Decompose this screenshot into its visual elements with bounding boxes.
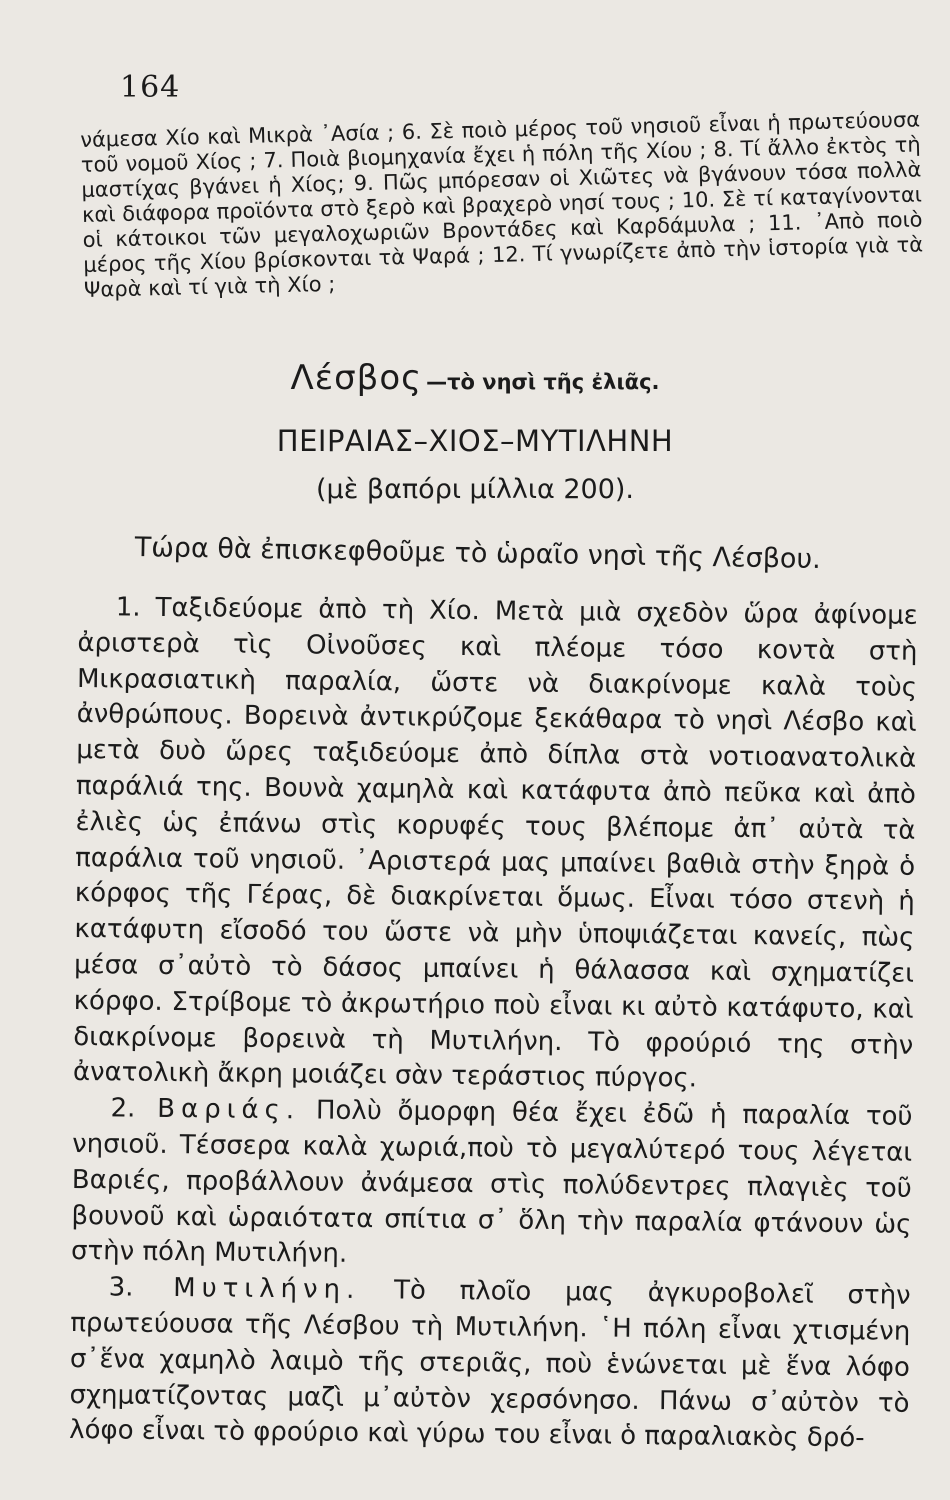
paragraph-text: Πολὺ ὄμορφη θέα ἔχει ἐδῶ ἡ παραλία τοῦ νησιοῦ. Τέσσερα καλὰ χωριά,ποὺ τὸ μεγαλύτερό τους λέγεται Βαριές, προβάλλουν ἀνάμεσα στὶς πολύδεντρες πλαγιὲς τοῦ βουνοῦ καὶ ὡραιότατα σπίτια σ᾿ ὅλη τὴν παραλία φτάνουν ὡς στὴν πόλη Μυτιλήνη. bbox=[70, 1095, 913, 1270]
review-questions: νάμεσα Χίο καὶ Μικρὰ ᾿Ασία ; 6. Σὲ ποιὸ μέρος τοῦ νησιοῦ εἶναι ἡ πρωτεύουσα τοῦ νομοῦ Χίος ; 7. Ποιὰ βιομηχανία ἔχει ἡ πόλη τῆς Χίου ; 8. Τί ἄλλο ἐκτὸς τὴ μαστίχας βγάνει ἡ Χίος; 9. Πῶς μπόρεσαν οἱ Χιῶτες νὰ βγάνουν τόσα πολλὰ καὶ διάφορα προϊόντα στὸ ξερὸ καὶ βραχερὸ νησί τους ; 10. Σὲ τί καταγίνονται οἱ κάτοικοι τῶν μεγαλοχωριῶν Βροντάδες καὶ Καρδάμυλα ; 11. ᾿Απὸ ποιὸ μέρος τῆς Χίου βρίσκονται τὰ Ψαρά ; 12. Τί γνωρίζετε ἀπὸ τὴν ἱστορία γιὰ τὰ Ψαρὰ καὶ τί γιὰ τὴ Χίο ; bbox=[80, 107, 924, 302]
paragraph-text: Ταξιδεύομε ἀπὸ τὴ Χίο. Μετὰ μιὰ σχεδὸν ὥρα ἀφίνομε ἀριστερὰ τὶς Οἰνοῦσες καὶ πλέομε τόσο κοντὰ στὴ Μικρασιατικὴ παραλία, ὥστε νὰ διακρίνομε καλὰ τοὺς ἀνθρώπους. Βορεινὰ ἀντικρύζομε ξεκάθαρα τὸ νησὶ Λέσβο καὶ μετὰ δυὸ ὥρες ταξιδεύομε ἀπὸ δίπλα στὰ νοτιοανατολικὰ παράλιά της. Βουνὰ χαμηλὰ καὶ κατάφυτα ἀπὸ πεῦκα καὶ ἀπὸ ἐλιὲς ὡς ἐπάνω στὶς κορυφές τους βλέπομε ἀπ᾿ αὐτὰ τὰ παράλια τοῦ νησιοῦ. ᾿Αριστερά μας μπαίνει βαθιὰ στὴν ξηρὰ ὁ κόρφος τῆς Γέρας, δὲ διακρίνεται ὅμως. Εἶναι τόσο στενὴ ἡ κατάφυτη εἴσοδό του ὥστε νὰ μὴν ὑποψιάζεται κανείς, πὼς μέσα σ᾿αὐτὸ τὸ δάσος μπαίνει ἡ θάλασσα καὶ σχηματίζει κόρφο. Στρίβομε τὸ ἀκρωτήριο ποὺ εἶναι κι αὐτὸ κατάφυτο, καὶ διακρίνομε βορεινὰ τὴ Μυτιλήνη. Τὸ φρούριό της στὴν ἀνατολικὴ ἄκρη μοιάζει σὰν τεράστιος πύργος. bbox=[72, 592, 918, 1094]
paragraph-heading: Βαριάς. bbox=[135, 1093, 301, 1126]
paragraph-number: 3. bbox=[108, 1272, 134, 1303]
section-title-main: Λέσβος bbox=[290, 358, 423, 398]
section-title bbox=[0, 358, 950, 398]
paragraph bbox=[71, 1091, 913, 1279]
intro-line: Τώρα θὰ ἐπισκεφθοῦμε τὸ ὡραῖο νησὶ τῆς Λέσβου. bbox=[134, 532, 821, 575]
section-title-subtitle: —τὸ νησὶ τῆς ἐλιᾶς. bbox=[426, 370, 660, 394]
paragraph-number: 2. bbox=[110, 1093, 136, 1124]
paragraph-heading: Μυτιλήνη. bbox=[133, 1272, 361, 1306]
paragraph-number: 1. bbox=[115, 592, 141, 623]
paragraph-text: Τὸ πλοῖο μας ἀγκυροβολεῖ στὴν πρωτεύουσα τῆς Λέσβου τὴ Μυτιλήνη. ῾Η πόλη εἶναι χτισμένη σ᾿ἕνα χαμηλὸ λαιμὸ τῆς στεριᾶς, ποὺ ἑνώνεται μὲ ἕνα λόφο σχηματίζοντας μαζὶ μ᾿αὐτὸν χερσόνησο. Πάνω σ᾿αὐτὸν τὸ λόφο εἶναι τὸ φρούριο καὶ γύρω του εἶναι ὁ παραλιακὸς δρό- bbox=[69, 1275, 911, 1454]
paragraph bbox=[69, 1270, 911, 1458]
page-number: 164 bbox=[120, 70, 181, 105]
route-heading: ΠΕΙΡΑΙΑΣ–ΧΙΟΣ–ΜΥΤΙΛΗΝΗ bbox=[276, 424, 674, 458]
paragraph bbox=[73, 590, 918, 1100]
route-subheading: (μὲ βαπόρι μίλλια 200). bbox=[316, 474, 634, 505]
body-text bbox=[69, 590, 918, 1458]
